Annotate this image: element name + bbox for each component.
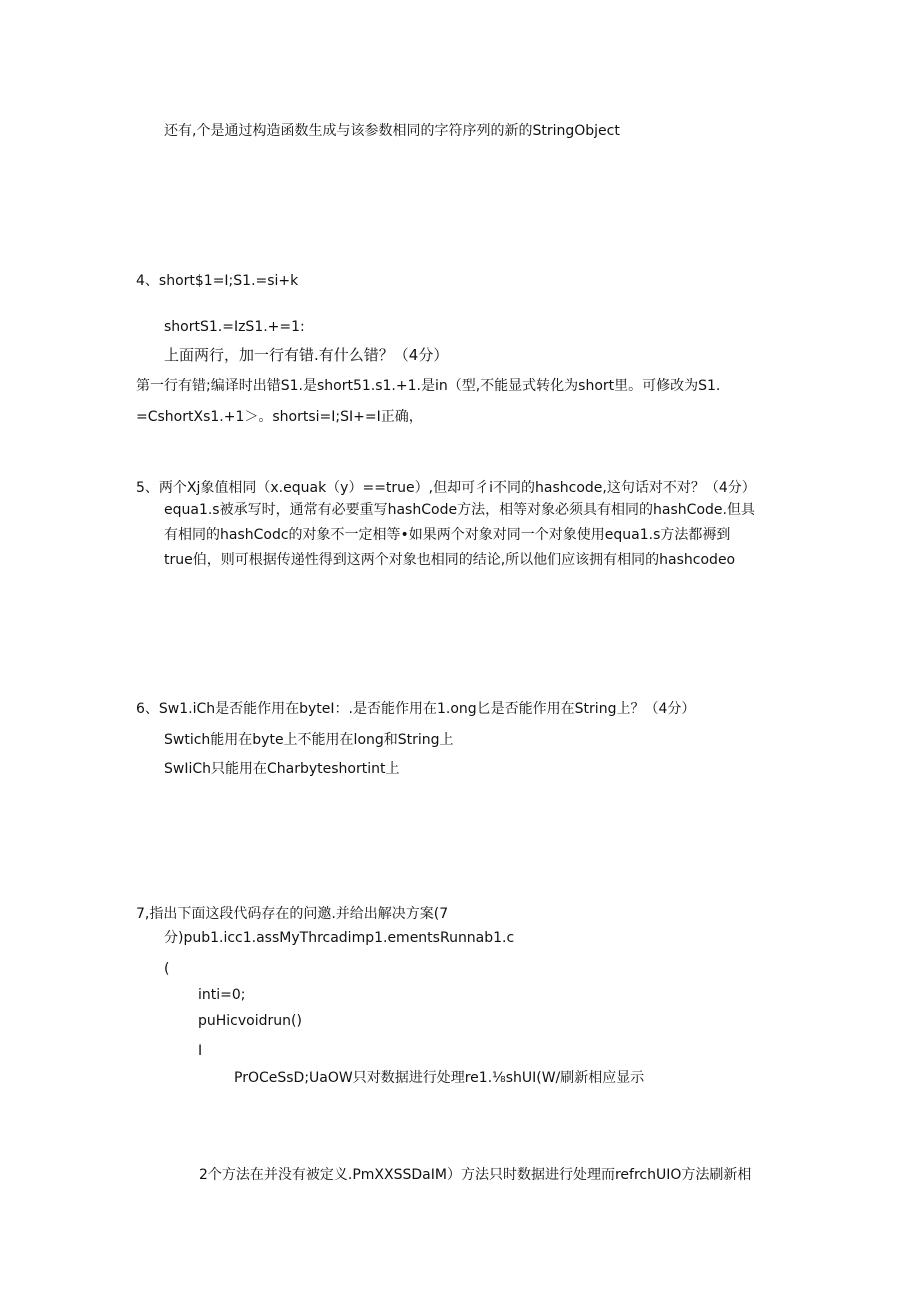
q7-code-line4: puHicvoidrun() bbox=[198, 1013, 302, 1029]
q7-answer-line1: 2个方法在并没有被定义.PmXXSSDaIM）方法只时数据进行处理而refrchUIO方法刷新相 bbox=[199, 1167, 752, 1183]
q7-code-line3: inti=0; bbox=[198, 987, 246, 1003]
q4-prompt: 上面两行，加一行有错.有什么错？（4分） bbox=[164, 346, 449, 364]
q7-code-line1: 分)pub1.icc1.assMyThrcadimp1.ementsRunnab1.c bbox=[164, 930, 515, 946]
q7-code-line5: I bbox=[198, 1043, 203, 1059]
q4-code: shortS1.=IzS1.+=1: bbox=[164, 319, 305, 335]
q6-answer-line1: Swtich能用在byte上不能用在long和String上 bbox=[164, 732, 454, 748]
q4-answer-line1: 第一行有错;编译时出错S1.是short51.s1.+1.是in（型,不能显式转化为short里。可修改为S1. bbox=[136, 378, 721, 394]
q5-answer-line3: true伯，则可根据传递性得到这两个对象也相同的结论,所以他们应该拥有相同的hashcodeo bbox=[164, 552, 736, 568]
q4-answer-line2: =CshortXs1.+1＞。shortsi=I;SI+=I正确， bbox=[136, 409, 423, 425]
q4-title: 4、short$1=I;S1.=si+k bbox=[136, 273, 299, 289]
q5-answer-line1: equa1.s被承写时，通常有必要重写hashCode方法，相等对象必须具有相同的hashCode.但具 bbox=[164, 502, 755, 518]
q7-code-line6: PrOCeSsD;UaOW只对数据进行处理re1.⅛shUI(W/刷新相应显示 bbox=[234, 1070, 645, 1086]
q6-answer-line2: SwIiCh只能用在Charbyteshortint上 bbox=[164, 761, 400, 777]
q7-code-line2: ( bbox=[164, 961, 170, 977]
intro-text: 还有,个是通过构造函数生成与该参数相同的字符序列的新的StringObject bbox=[164, 123, 620, 139]
q7-title: 7,指出下面这段代码存在的问邀.并给出解决方案(7 bbox=[136, 906, 449, 922]
q5-answer-line2: 有相同的hashCodc的对象不一定相等•如果两个对象对同一个对象使用equa1.s方法都褥到 bbox=[164, 527, 731, 543]
q6-title: 6、Sw1.iCh是否能作用在byteI：.是否能作用在1.ong匕是否能作用在String上？（4分） bbox=[136, 701, 696, 717]
q5-title: 5、两个Xj象值相同（x.equak（y）==true）,但却可彳i不同的hashcode,这句话对不对？（4分） bbox=[136, 480, 756, 496]
